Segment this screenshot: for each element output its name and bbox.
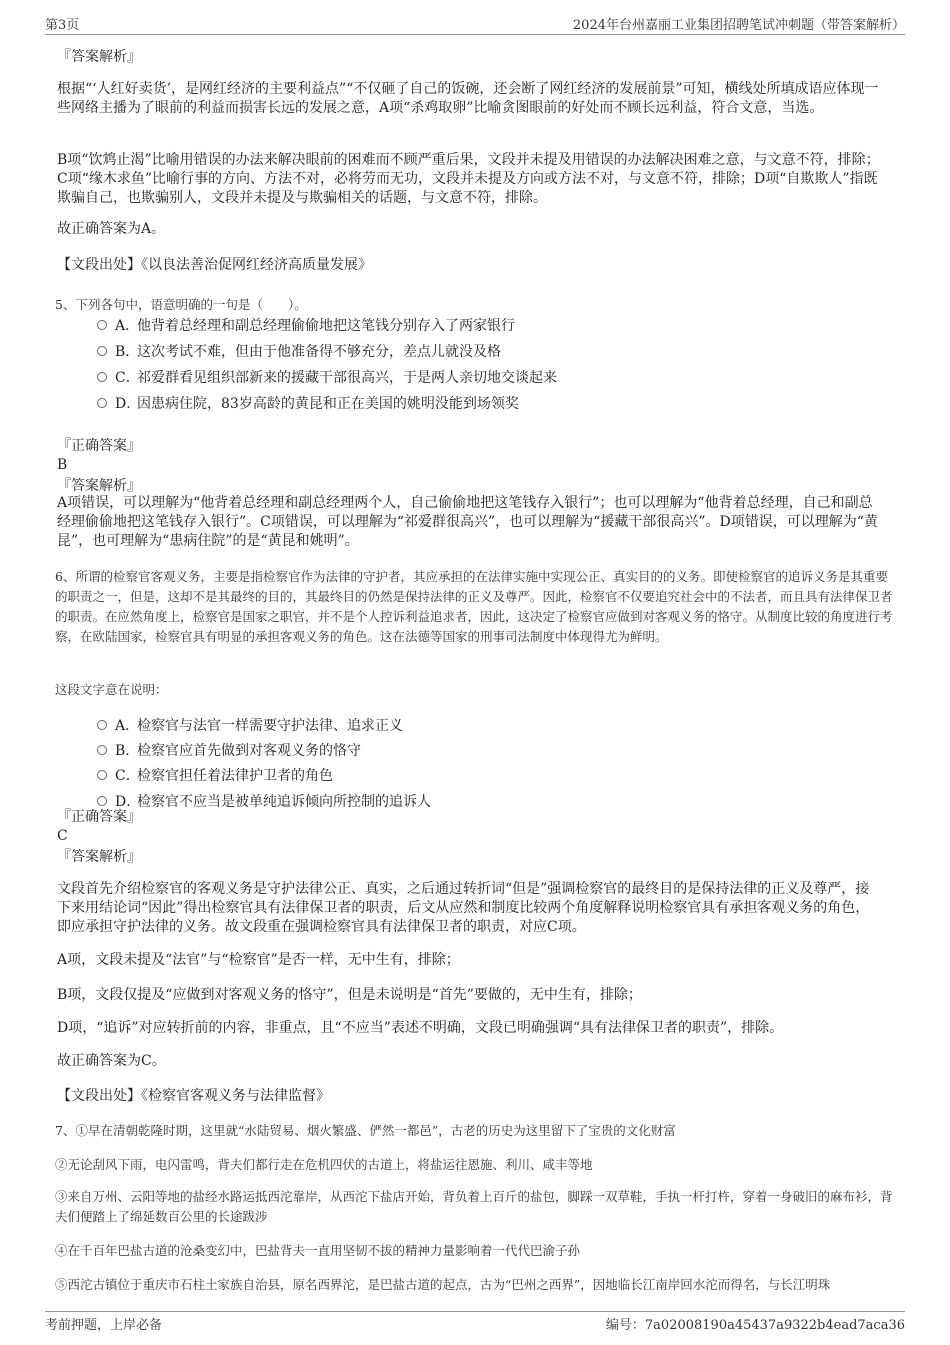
radio-icon[interactable] xyxy=(97,346,107,356)
q7-sentence-1: 7、①早在清朝乾隆时期，这里就“水陆贸易、烟火繁盛、俨然一都邑”，古老的历史为这里留下了宝贵的文化财富 xyxy=(55,1123,676,1138)
q5-answer: B xyxy=(57,457,68,473)
q7-sentence-2: ②无论刮风下雨，电闪雷鸣，背夫们都行走在危机四伏的古道上，将盐运往恩施、利川、咸丰等地 xyxy=(55,1157,593,1172)
page-header xyxy=(45,14,905,35)
q5-answer-label: 『正确答案』 xyxy=(57,438,141,454)
radio-icon[interactable] xyxy=(97,320,107,330)
q6-option-c[interactable]: C．检察官担任着法律护卫者的角色 xyxy=(97,766,333,786)
radio-icon[interactable] xyxy=(97,770,107,780)
q6-stem: 6、所谓的检察官客观义务，主要是指检察官作为法律的守护者，其应承担的在法律实施中实现公正、真实目的的义务。即使检察官的追诉义务是其重要的职责之一，但是，这却不是其最终的目的，其最终目的仍然是保持法律的正义及尊严。因此，检察官不仅要追究社会中的不法者，而且具有法律保卫者的职责。在应然角度上，检察官是国家之职官，并不是个人控诉利益追求者，因此，这决定了检察官应做到对客观义务的恪守。从制度比较的角度进行考察，在欧陆国家，检察官具有明显的承担客观义务的角色。这在法德等国家的刑事司法制度中体现得尤为鲜明。 xyxy=(55,569,893,644)
q4-analysis-p2: B项“饮鸩止渴”比喻用错误的办法来解决眼前的困难而不顾严重后果，文段并未提及用错误的办法解决困难之意，与文意不符，排除；C项“缘木求鱼”比喻行事的方向、方法不对，必将劳而无功，文段并未提及方向或方法不对，与文意不符，排除；D项“自欺欺人”指既欺骗自己，也欺骗别人，文段并未提及与欺骗相关的话题，与文意不符，排除。 xyxy=(57,152,880,206)
q5-analysis: A项错误，可以理解为“他背着总经理和副总经理两个人，自己偷偷地把这笔钱存入银行”；也可以理解为“他背着总经理，自己和副总经理偷偷地把这笔钱存入银行”。C项错误，可以理解为“祁爱群很高兴”，也可以理解为“援藏干部很高兴”。D项错误，可以理解为“黄昆”，也可理解为“患病住院”的是“黄昆和姚明”。 xyxy=(57,495,878,549)
radio-icon[interactable] xyxy=(97,796,107,806)
q6-conclusion: 故正确答案为C。 xyxy=(57,1053,166,1069)
q5-analysis-label: 『答案解析』 xyxy=(57,478,141,494)
q7-sentence-4: ④在千百年巴盐古道的沧桑变幻中，巴盐背夫一直用坚韧不拔的精神力量影响着一代代巴渝子孙 xyxy=(55,1243,581,1258)
q6-option-b[interactable]: B．检察官应首先做到对客观义务的恪守 xyxy=(97,741,361,761)
radio-icon[interactable] xyxy=(97,398,107,408)
q6-analysis-p2: A项，文段未提及“法官”与“检察官”是否一样，无中生有，排除； xyxy=(57,952,460,968)
q6-analysis-p1: 文段首先介绍检察官的客观义务是守护法律公正、真实，之后通过转折词“但是”强调检察官的最终目的是保持法律的正义及尊严，接下来用结论词“因此”得出检察官具有法律保卫者的职责，后文从应然和制度比较两个角度解释说明检察官具有承担客观义务的角色，即应承担守护法律的义务。故文段重在强调检察官具有法律保卫者的职责，对应C项。 xyxy=(57,881,870,935)
document-title: 2024年台州嘉丽工业集团招聘笔试冲刺题（带答案解析） xyxy=(572,18,905,33)
document-id: 编号：7a02008190a45437a9322b4ead7aca36 xyxy=(605,1318,905,1333)
q4-analysis-label: 『答案解析』 xyxy=(57,49,141,65)
q4-conclusion: 故正确答案为A。 xyxy=(57,221,166,237)
q5-option-b[interactable]: B．这次考试不难，但由于他准备得不够充分，差点儿就没及格 xyxy=(97,342,501,362)
q5-option-c[interactable]: C．祁爱群看见组织部新来的援藏干部很高兴，于是两人亲切地交谈起来 xyxy=(97,368,557,388)
q7-sentence-5: ⑤西沱古镇位于重庆市石柱土家族自治县，原名西界沱，是巴盐古道的起点，古为“巴州之西界”，因地临长江南岸回水沱而得名，与长江明珠 xyxy=(55,1277,831,1292)
q6-question: 这段文字意在说明： xyxy=(55,682,168,697)
q6-source: 【文段出处】《检察官客观义务与法律监督》 xyxy=(57,1088,330,1104)
q5-option-d[interactable]: D．因患病住院，83岁高龄的黄昆和正在美国的姚明没能到场领奖 xyxy=(97,394,519,414)
q6-analysis-p4: D项，“追诉”对应转折前的内容，非重点，且“不应当”表述不明确，文段已明确强调“具有法律保卫者的职责”，排除。 xyxy=(57,1020,784,1036)
q6-analysis-p3: B项，文段仅提及“应做到对客观义务的恪守”，但是未说明是“首先”要做的，无中生有，排除； xyxy=(57,987,642,1003)
q5-stem: 5、下列各句中，语意明确的一句是（ ）。 xyxy=(55,297,307,312)
q6-answer: C xyxy=(57,828,68,844)
radio-icon[interactable] xyxy=(97,745,107,755)
q6-answer-label: 『正确答案』 xyxy=(57,809,141,825)
radio-icon[interactable] xyxy=(97,720,107,730)
q4-source: 【文段出处】《以良法善治促网红经济高质量发展》 xyxy=(57,257,372,273)
page-footer xyxy=(45,1311,905,1334)
footer-slogan: 考前押题，上岸必备 xyxy=(45,1318,163,1333)
page-number: 第3页 xyxy=(45,18,80,33)
q6-analysis-label: 『答案解析』 xyxy=(57,849,141,865)
q7-sentence-3: ③来自万州、云阳等地的盐经水路运抵西沱靠岸，从西沱下盐店开始，背负着上百斤的盐包，脚踩一双草鞋，手执一杆打杵，穿着一身破旧的麻布衫，背夫们便踏上了绵延数百公里的长途跋涉 xyxy=(55,1189,893,1224)
q6-option-a[interactable]: A．检察官与法官一样需要守护法律、追求正义 xyxy=(97,716,403,736)
q4-analysis-p1: 根据“‘人红好卖货’，是网红经济的主要利益点”“不仅砸了自己的饭碗，还会断了网红经济的发展前景”可知，横线处所填成语应体现一些网络主播为了眼前的利益而损害长远的发展之意，A项“杀鸡取卵”比喻贪图眼前的好处而不顾长远利益，符合文意，当选。 xyxy=(57,81,879,116)
q6-option-d[interactable]: D．检察官不应当是被单纯追诉倾向所控制的追诉人 xyxy=(97,792,431,812)
q5-option-a[interactable]: A．他背着总经理和副总经理偷偷地把这笔钱分别存入了两家银行 xyxy=(97,316,515,336)
radio-icon[interactable] xyxy=(97,372,107,382)
